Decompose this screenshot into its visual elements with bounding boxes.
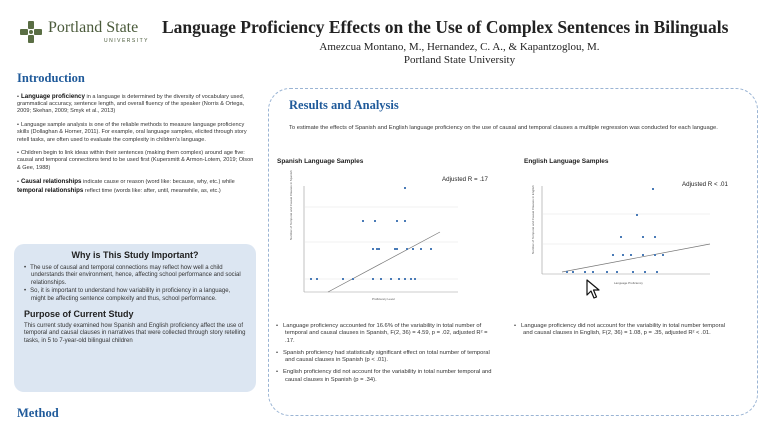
method-heading: Method: [17, 406, 59, 420]
logo-subtitle: UNIVERSITY: [104, 38, 150, 44]
introduction-list: [17, 93, 254, 201]
spanish-result-item: • Language proficiency accounted for 16.6% of the variability in total number of temporal and causal clauses in Spanish, F(2, 36) = 4.59, p = .02, adjusted R² = .17.: [276, 323, 496, 345]
intro-text: in a language is determined by the diversity of vocabulary used, grammatical accuracy, sentence length, and overall fluency of the speaker (Norris & Ortega, 2009; Skehan, 2009; Smyk et al., 2013): [17, 94, 245, 115]
intro-text: indicate cause or reason (word like: because, why, etc.) while: [81, 179, 235, 186]
english-result-item: • Language proficiency did not account for the variability in total number temporal and causal clauses in English, F(2, 36) = 1.08, p = .35, adjusted R² < .01.: [514, 323, 736, 338]
spanish-results-list: [276, 323, 496, 389]
intro-text: reflect time (words like: after, until, meanwhile, as, etc.): [83, 187, 221, 194]
spanish-scatterplot: [280, 170, 460, 306]
why-list: [24, 265, 246, 303]
english-adjusted-r: Adjusted R < .01: [682, 181, 728, 188]
intro-text: Language sample analysis is one of the reliable methods to measure language proficiency skills (Dollaghan & Horner, 2011). For example, oral language samples, elicited through story retell tasks, are often used to evaluate the complexity in children's language.: [17, 122, 247, 143]
svg-text:Number of Temporal and Causal: Number of Temporal and Causal Clauses in English: [531, 185, 535, 254]
spanish-plot-title: Spanish Language Samples: [277, 158, 364, 165]
intro-term: Language proficiency: [20, 93, 85, 100]
intro-item: [17, 93, 254, 116]
importance-box: [14, 244, 256, 392]
poster-affiliation: Portland State University: [403, 54, 516, 66]
portland-state-logo-icon: [18, 19, 44, 45]
why-heading: Why is This Study Important?: [71, 250, 199, 260]
spanish-points: [310, 187, 432, 280]
poster-title: Language Proficiency Effects on the Use of Complex Sentences in Bilinguals: [162, 17, 729, 37]
purpose-text: This current study examined how Spanish and English proficiency affect the use of temporal and causal clauses in narratives that were collected through story retelling tasks, in 5 to 7-year-old bilingual children: [24, 323, 246, 344]
why-item: • The use of causal and temporal connections may reflect how well a child understands their environment, hence, affecting school performance and social relationships.: [24, 265, 246, 287]
english-points: [566, 188, 664, 273]
spanish-adjusted-r: Adjusted R = .17: [442, 176, 488, 183]
why-item: • So, it is important to understand how variability in proficiency in a language, might be affecting sentence complexity and thus, school performance.: [24, 288, 246, 303]
english-plot-title: English Language Samples: [524, 158, 609, 165]
svg-text:Number of Temporal and Causal: Number of Temporal and Causal Clauses in Spanish: [289, 170, 293, 240]
svg-text:Proficiency Level: Proficiency Level: [372, 297, 395, 301]
spanish-result-item: • English proficiency did not account for the variability in total number temporal and causal clauses in Spanish (p = .34).: [276, 369, 496, 384]
portland-state-logo: [18, 16, 158, 50]
spanish-result-item: • Spanish proficiency had statistically significant effect on total number of temporal and causal clauses in Spanish (p < .01).: [276, 350, 496, 365]
poster-authors: Amezcua Montano, M., Hernandez, C. A., & Kapantzoglou, M.: [319, 41, 600, 53]
purpose-heading: Purpose of Current Study: [24, 309, 134, 320]
english-results-list: [514, 323, 736, 343]
intro-text: Children begin to link ideas within their sentences (making them complex) around age five: causal and temporal connections tend to be used first (Kupersmitt & Armon-Lotem, 2019; Olson & Gee, 1988): [17, 150, 254, 171]
introduction-heading: Introduction: [17, 71, 85, 85]
svg-text:Language Proficiency: Language Proficiency: [614, 281, 643, 285]
english-scatterplot: [532, 184, 712, 294]
results-lead: To estimate the effects of Spanish and English language proficiency on the use of causal and temporal clauses a multiple regression was conducted for each language.: [289, 125, 718, 131]
intro-term: Causal relationships: [20, 178, 82, 186]
intro-term: temporal relationships: [17, 186, 84, 194]
logo-name: Portland State: [48, 19, 139, 36]
intro-item: [17, 150, 254, 172]
intro-item: [17, 178, 254, 194]
mouse-pointer-icon: [586, 279, 600, 299]
intro-item: [17, 122, 254, 144]
results-heading: Results and Analysis: [289, 98, 399, 112]
